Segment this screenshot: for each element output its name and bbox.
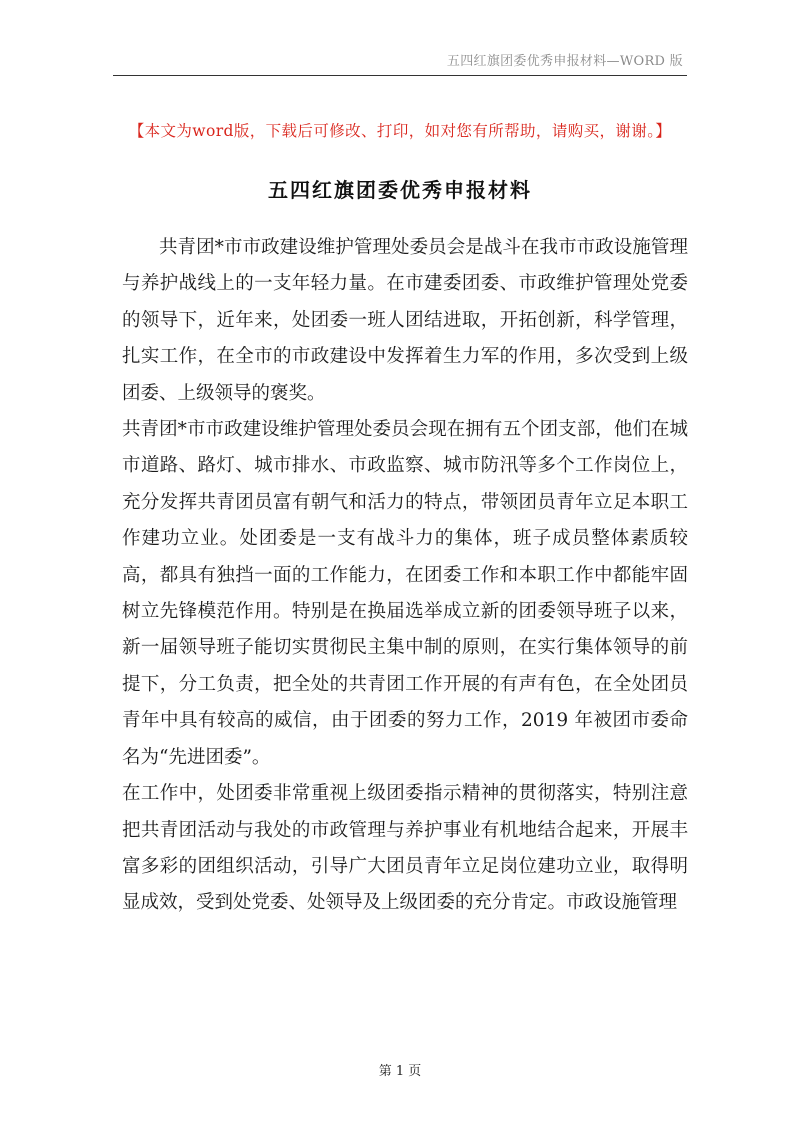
download-notice: 【本文为word版，下载后可修改、打印，如对您有所帮助，请购买，谢谢。】 [128, 122, 672, 140]
header-rule [113, 75, 687, 76]
paragraph-intro: 共青团*市市政建设维护管理处委员会是战斗在我市市政设施管理与养护战线上的一支年轻力量。在市建委团委、市政维护管理处党委的领导下，近年来，处团委一班人团结进取，开拓创新，科学管理，扎实工作，在全市的市政建设中发挥着生力军的作用，多次受到上级团委、上级领导的褒奖。 [122, 237, 688, 404]
running-header: 五四红旗团委优秀申报材料—WORD 版 [446, 54, 683, 69]
paragraph-branches: 共青团*市市政建设维护管理处委员会现在拥有五个团支部，他们在城市道路、路灯、城市排水、市政监察、城市防汛等多个工作岗位上，充分发挥共青团员富有朝气和活力的特点，带领团员青年立足本职工作建功立业。处团委是一支有战斗力的集体，班子成员整体素质较高，都具有独挡一面的工作能力，在团委工作和本职工作中都能牢固树立先锋模范作用。特别是在换届选举成立新的团委领导班子以来，新一届领导班子能切实贯彻民主集中制的原则，在实行集体领导的前提下，分工负责，把全处的共青团工作开展的有声有色，在全处团员青年中具有较高的威信，由于团委的努力工作，2019 年被团市委命名为“先进团委”。 [122, 419, 688, 768]
paragraph-work: 在工作中，处团委非常重视上级团委指示精神的贯彻落实，特别注意把共青团活动与我处的市政管理与养护事业有机地结合起来，开展丰富多彩的团组织活动，引导广大团员青年立足岗位建功立业，取得明显成效，受到处党委、处领导及上级团委的充分肯定。市政设施管理 [122, 783, 688, 914]
page-number: 第 1 页 [378, 1064, 422, 1079]
document-body [122, 230, 688, 922]
document-title: 五四红旗团委优秀申报材料 [268, 178, 532, 202]
